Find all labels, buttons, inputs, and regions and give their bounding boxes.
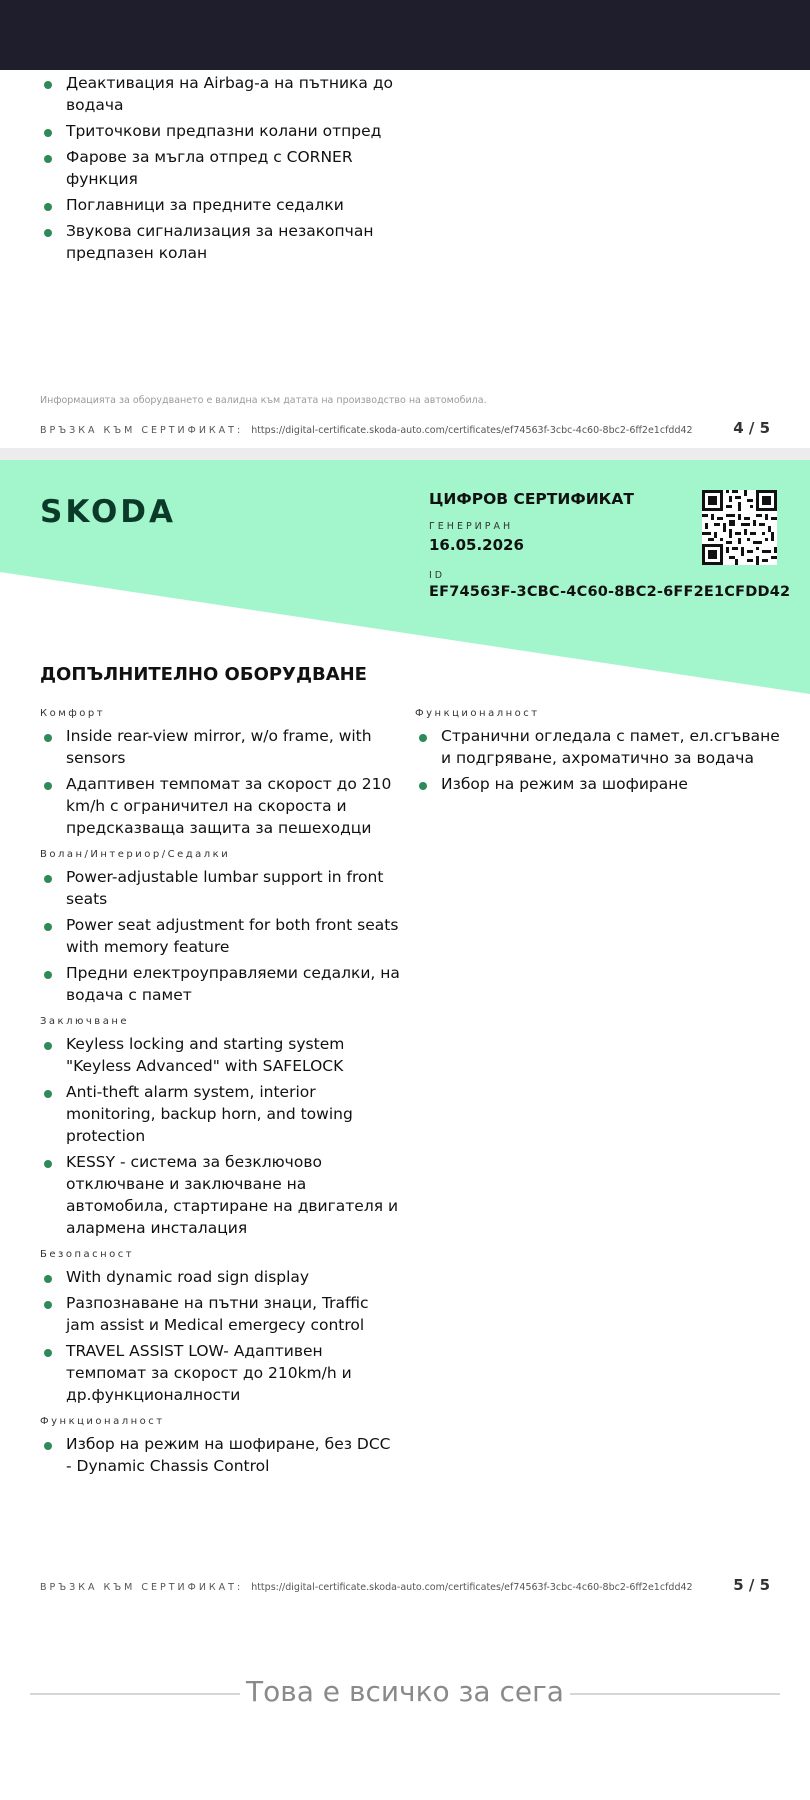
page-separator: [0, 448, 810, 460]
list-item: Keyless locking and starting system "Keyless Advanced" with SAFELOCK: [40, 1033, 400, 1077]
list-item: Разпознаване на пътни знаци, Traffic jam assist и Medical emergecy control: [40, 1292, 400, 1336]
list-item: Адаптивен темпомат за скорост до 210 km/h с ограничител на скороста и предсказваща защита за пешеходци: [40, 773, 400, 839]
list-item: Избор на режим на шофиране, без DCC - Dynamic Chassis Control: [40, 1433, 400, 1477]
app-top-bar: [0, 0, 810, 70]
category-group: [40, 708, 400, 839]
list-item: Предни електроуправляеми седалки, на водача с памет: [40, 962, 400, 1006]
list-item: Power seat adjustment for both front seats with memory feature: [40, 914, 400, 958]
category-group: [40, 1249, 400, 1406]
equipment-list-page4: [40, 72, 400, 268]
page-number: 5 / 5: [733, 1576, 770, 1594]
page-footer: [40, 1576, 770, 1594]
list-item: Anti-theft alarm system, interior monitoring, backup horn, and towing protection: [40, 1081, 400, 1147]
list-item: KESSY - система за безключово отключване и заключване на автомобила, стартиране на двигателя и алармена инсталация: [40, 1151, 400, 1239]
list-item: With dynamic road sign display: [40, 1266, 400, 1288]
page-number: 4 / 5: [733, 419, 770, 437]
generated-label: ГЕНЕРИРАН: [429, 521, 514, 532]
list-item: TRAVEL ASSIST LOW- Адаптивен темпомат за скорост до 210km/h и др.функционалности: [40, 1340, 400, 1406]
section-title: ДОПЪЛНИТЕЛНО ОБОРУДВАНЕ: [40, 664, 367, 685]
end-of-content: [0, 1673, 810, 1713]
qr-code-icon[interactable]: [702, 490, 777, 565]
certificate-title: ЦИФРОВ СЕРТИФИКАТ: [429, 490, 634, 508]
end-message: Това е всичко за сега: [246, 1675, 564, 1708]
category-group: [40, 849, 400, 1006]
category-group: [40, 1016, 400, 1239]
list-item: Фарове за мъгла отпред с CORNER функция: [40, 146, 400, 190]
equipment-column-right: [415, 708, 785, 805]
certificate-id: EF74563F-3CBC-4C60-8BC2-6FF2E1CFDD42: [429, 584, 791, 600]
category-label: Волан/Интериор/Седалки: [40, 849, 231, 860]
certificate-link[interactable]: https://digital-certificate.skoda-auto.com/certificates/ef74563f-3cbc-4c60-8bc2-6ff2e1cfdd42: [251, 425, 693, 436]
certificate-link[interactable]: https://digital-certificate.skoda-auto.com/certificates/ef74563f-3cbc-4c60-8bc2-6ff2e1cfdd42: [251, 1582, 693, 1593]
equipment-disclaimer: Информацията за оборудването е валидна към датата на производство на автомобила.: [40, 395, 487, 406]
list-item: Деактивация на Airbag-а на пътника до водача: [40, 72, 400, 116]
skoda-logo: SKODA: [40, 494, 177, 530]
id-label: ID: [429, 570, 446, 581]
equipment-column-left: [40, 708, 400, 1487]
category-label: Функционалност: [40, 1416, 165, 1427]
certificate-page-5: [0, 460, 810, 1620]
list-item: Избор на режим за шофиране: [415, 773, 785, 795]
list-item: Power-adjustable lumbar support in front seats: [40, 866, 400, 910]
certificate-page-4: [0, 70, 810, 448]
list-item: Звукова сигнализация за незакопчан предпазен колан: [40, 220, 400, 264]
list-item: Inside rear-view mirror, w/o frame, with sensors: [40, 725, 400, 769]
certificate-link-label: ВРЪЗКА КЪМ СЕРТИФИКАТ:: [40, 425, 244, 436]
certificate-link-label: ВРЪЗКА КЪМ СЕРТИФИКАТ:: [40, 1582, 244, 1593]
category-label: Функционалност: [415, 708, 540, 719]
generated-date: 16.05.2026: [429, 536, 524, 554]
list-item: Странични огледала с памет, ел.сгъване и подгряване, ахроматично за водача: [415, 725, 785, 769]
category-group: [415, 708, 785, 795]
category-label: Комфорт: [40, 708, 106, 719]
category-label: Заключване: [40, 1016, 130, 1027]
list-item: Поглавници за предните седалки: [40, 194, 400, 216]
list-item: Триточкови предпазни колани отпред: [40, 120, 400, 142]
category-label: Безопасност: [40, 1249, 135, 1260]
category-group: [40, 1416, 400, 1477]
page-footer: [40, 419, 770, 437]
